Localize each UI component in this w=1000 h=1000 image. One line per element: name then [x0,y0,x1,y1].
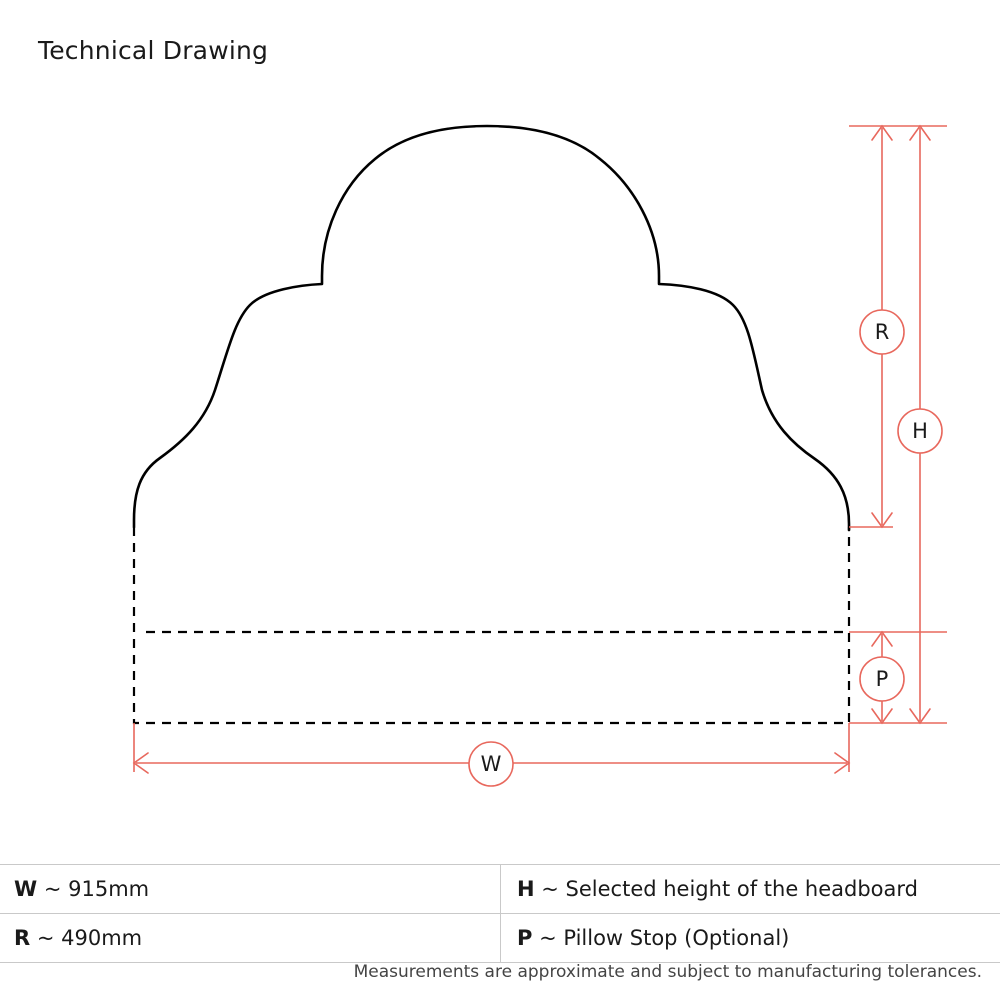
label-h: H [912,419,928,443]
legend-value-h: ~ Selected height of the headboard [541,877,918,901]
legend-key-h: H [517,877,535,901]
legend-key-r: R [14,926,31,950]
legend-cell-r [0,914,500,962]
headboard-body-dashed [134,527,849,723]
legend-value-w: ~ 915mm [43,877,150,901]
label-p: P [875,667,889,691]
legend [0,864,1000,963]
legend-key-w: W [14,877,38,901]
page-title: Technical Drawing [38,36,269,65]
legend-key-p: P [517,926,533,950]
headboard-outline-path [134,126,849,530]
footnote: Measurements are approximate and subject to manufacturing tolerances. [353,962,982,982]
legend-row [0,864,1000,913]
legend-row [0,913,1000,963]
legend-value-p: ~ Pillow Stop (Optional) [539,926,790,950]
label-r: R [874,320,890,344]
legend-cell-p [500,914,1000,962]
legend-cell-w [0,865,500,913]
legend-cell-h [500,865,1000,913]
label-w: W [480,752,502,776]
legend-value-r: ~ 490mm [36,926,143,950]
